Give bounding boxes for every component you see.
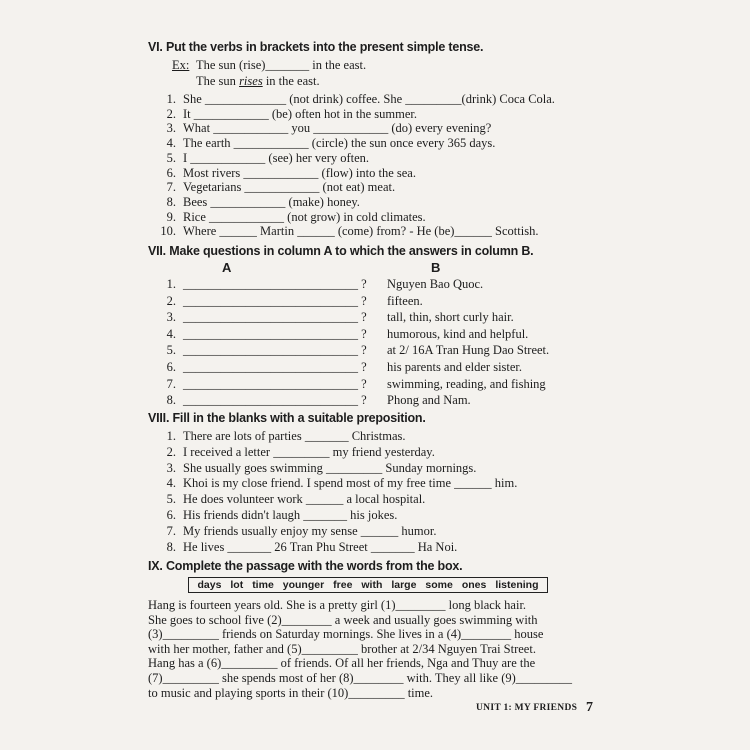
- answer-text: his parents and elder sister.: [387, 360, 523, 374]
- list-number: 10.: [160, 224, 176, 239]
- passage-line: She goes to school five (2)________ a week and usually goes swimming with: [148, 612, 538, 627]
- answer-text: at 2/ 16A Tran Hung Dao Street.: [387, 343, 550, 358]
- question-blank: ____________________________ ?: [183, 393, 367, 408]
- list-number: 6.: [166, 360, 176, 374]
- question-blank: ____________________________ ?: [183, 310, 367, 325]
- word-box-word: with: [361, 579, 383, 591]
- exercise-item: I ____________ (see) her very often.: [183, 150, 370, 165]
- exercise-item: My friends usually enjoy my sense ______ humor.: [183, 523, 437, 538]
- list-number: 6.: [166, 508, 176, 522]
- list-number: 8.: [166, 539, 176, 554]
- exercise-item: Khoi is my close friend. I spend most of my free time ______ him.: [183, 476, 518, 491]
- exercise-item: It ____________ (be) often hot in the summer.: [183, 106, 417, 121]
- exercise-item: Rice ____________ (not grow) in cold climates.: [183, 209, 426, 224]
- question-blank: ____________________________ ?: [183, 343, 367, 358]
- word-box: [188, 577, 548, 593]
- exercise-item: Vegetarians ____________ (not eat) meat.: [183, 180, 396, 195]
- exercise-item: I received a letter _________ my friend yesterday.: [183, 444, 435, 459]
- list-number: 4.: [166, 476, 176, 491]
- question-blank: ____________________________ ?: [183, 360, 367, 374]
- section-9-heading: IX. Complete the passage with the words from the box.: [148, 559, 463, 573]
- section-6-heading: VI. Put the verbs in brackets into the present simple tense.: [148, 40, 484, 54]
- column-b-header: B: [431, 260, 441, 275]
- exercise-item: He does volunteer work ______ a local hospital.: [183, 492, 426, 507]
- word-box-word: some: [425, 579, 453, 591]
- list-number: 7.: [166, 180, 176, 195]
- passage-line: with her mother, father and (5)_________ brother at 2/34 Nguyen Trai Street.: [148, 641, 536, 656]
- exercise-item: His friends didn't laugh _______ his jokes.: [183, 508, 398, 522]
- list-number: 6.: [166, 165, 176, 180]
- list-number: 5.: [166, 150, 176, 165]
- exercise-item: What ____________ you ____________ (do) every evening?: [183, 121, 492, 136]
- list-number: 9.: [166, 209, 176, 224]
- word-box-word: time: [252, 579, 274, 591]
- word-box-word: younger: [282, 579, 325, 591]
- word-box-word: lot: [230, 579, 244, 591]
- list-number: 8.: [166, 194, 176, 209]
- section-7-heading: VII. Make questions in column A to which the answers in column B.: [148, 244, 534, 258]
- list-number: 2.: [166, 293, 176, 308]
- example-line-2-post: in the east.: [262, 74, 320, 88]
- list-number: 1.: [166, 277, 176, 291]
- list-number: 1.: [166, 92, 176, 106]
- word-box-word: ones: [461, 579, 487, 591]
- example-line-2-pre: The sun: [196, 74, 240, 88]
- word-box-word: days: [197, 579, 222, 591]
- exercise-item: Where ______ Martin ______ (come) from? - He (be)______ Scottish.: [183, 224, 539, 239]
- answer-text: Phong and Nam.: [387, 393, 471, 408]
- answer-text: swimming, reading, and fishing: [387, 376, 546, 391]
- passage-line: to music and playing sports in their (10)_________ time.: [148, 685, 434, 700]
- list-number: 3.: [166, 121, 176, 136]
- list-number: 5.: [166, 343, 176, 358]
- exercise-item: The earth ____________ (circle) the sun once every 365 days.: [183, 136, 496, 151]
- exercise-item: Bees ____________ (make) honey.: [183, 194, 360, 209]
- page-number: 7: [586, 700, 593, 715]
- list-number: 4.: [166, 326, 176, 341]
- list-number: 8.: [166, 393, 176, 408]
- list-number: 3.: [166, 310, 176, 325]
- example-label: Ex:: [172, 58, 190, 72]
- example-line-2-word: rises: [239, 74, 263, 88]
- example-line-1: The sun (rise)_______ in the east.: [196, 58, 367, 72]
- word-box-word: large: [391, 579, 417, 591]
- question-blank: ____________________________ ?: [183, 376, 367, 391]
- question-blank: ____________________________ ?: [183, 293, 367, 308]
- section-8-heading: VIII. Fill in the blanks with a suitable preposition.: [148, 411, 426, 425]
- passage-line: Hang has a (6)_________ of friends. Of all her friends, Nga and Thuy are the: [148, 656, 536, 671]
- list-number: 7.: [166, 376, 176, 391]
- passage-line: Hang is fourteen years old. She is a pretty girl (1)________ long black hair.: [148, 598, 527, 612]
- list-number: 7.: [166, 523, 176, 538]
- list-number: 4.: [166, 136, 176, 151]
- exercise-item: Most rivers ____________ (flow) into the sea.: [183, 165, 416, 180]
- footer-unit: UNIT 1: MY FRIENDS: [476, 703, 578, 713]
- list-number: 5.: [166, 492, 176, 507]
- exercise-item: He lives _______ 26 Tran Phu Street _______ Ha Noi.: [183, 539, 458, 554]
- question-blank: ____________________________ ?: [183, 326, 367, 341]
- exercise-item: There are lots of parties _______ Christmas.: [183, 429, 406, 443]
- list-number: 2.: [166, 106, 176, 121]
- exercise-item: She _____________ (not drink) coffee. She _________(drink) Coca Cola.: [183, 92, 555, 106]
- answer-text: humorous, kind and helpful.: [387, 326, 529, 341]
- passage-line: (3)_________ friends on Saturday mornings. She lives in a (4)________ house: [148, 627, 544, 642]
- list-number: 1.: [166, 429, 176, 443]
- word-box-word: free: [333, 579, 353, 591]
- word-box-word: listening: [495, 579, 539, 591]
- exercise-item: She usually goes swimming _________ Sunday mornings.: [183, 460, 477, 475]
- column-a-header: A: [222, 260, 232, 275]
- answer-text: tall, thin, short curly hair.: [387, 310, 514, 325]
- answer-text: fifteen.: [387, 293, 423, 308]
- passage-line: (7)_________ she spends most of her (8)________ with. They all like (9)_________: [148, 671, 573, 685]
- example-line-2: [196, 74, 320, 89]
- list-number: 2.: [166, 444, 176, 459]
- list-number: 3.: [166, 460, 176, 475]
- answer-text: Nguyen Bao Quoc.: [387, 277, 484, 291]
- question-blank: ____________________________ ?: [183, 277, 367, 291]
